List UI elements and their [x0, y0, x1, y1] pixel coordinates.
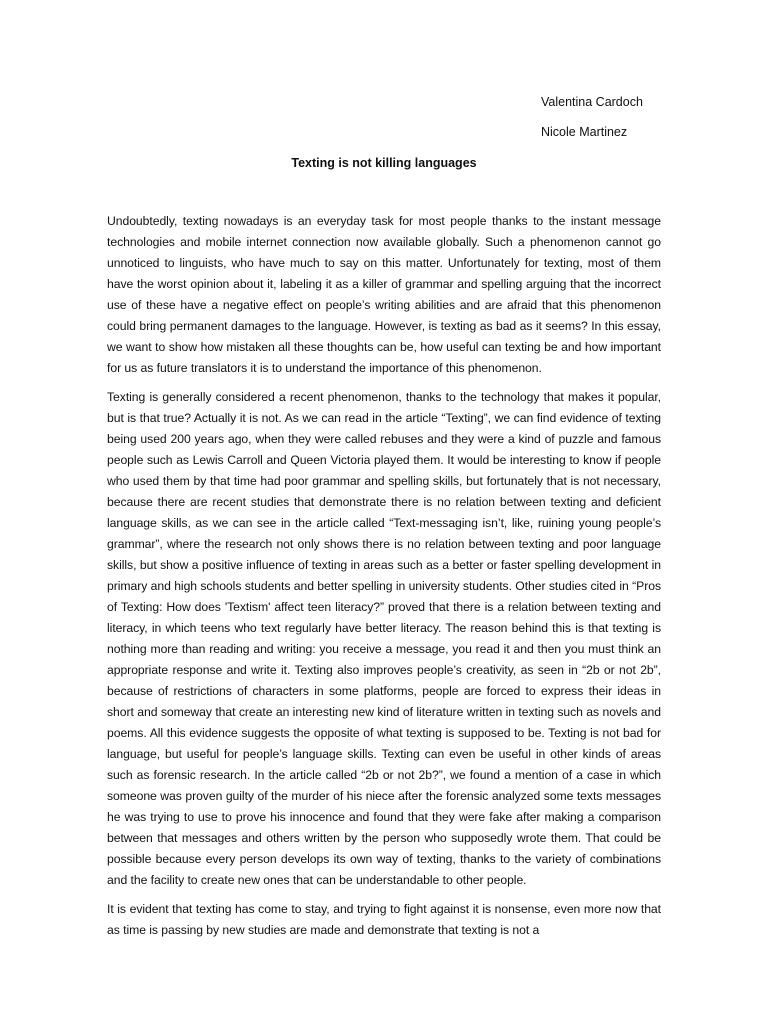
- essay-title: [0, 155, 768, 171]
- paragraph-history: Texting is generally considered a recent phenomenon, thanks to the technology that makes it popular, but is that true? Actually it is not. As we can read in the article “Texting”, we can find evidence of texting being used 200 years ago, when they were called rebuses and they were a kind of puzzle and famous people such as Lewis Carroll and Queen Victoria played them. It would be interesting to know if people who used them by that time had poor grammar and spelling skills, but fortunately that is not necessary, because there are recent studies that demonstrate there is no relation between texting and deficient language skills, as we can see in the article called “Text-messaging isn’t, like, ruining young people’s grammar”, where the research not only shows there is no relation between texting and poor language skills, but show a positive influence of texting in areas such as a better or faster spelling development in primary and high schools students and better spelling in university students. Other studies cited in “Pros of Texting: How does 'Textism' affect teen literacy?” proved that there is a relation between texting and literacy, in which teens who text regularly have better literacy. The reason behind this is that texting is nothing more than reading and writing: you receive a message, you read it and then you must think an appropriate response and write it. Texting also improves people’s creativity, as seen in “2b or not 2b”, because of restrictions of characters in some platforms, people are forced to express their ideas in short and someway that create an interesting new kind of literature written in texting such as novels and poems. All this evidence suggests the opposite of what texting is supposed to be. Texting is not bad for language, but useful for people’s language skills. Texting can even be useful in other kinds of areas such as forensic research. In the article called “2b or not 2b?”, we found a mention of a case in which someone was proven guilty of the murder of his niece after the forensic analyzed some texts messages he was trying to use to prove his innocence and found that they were fake after making a comparison between that messages and others written by the person who supposedly wrote them. That could be possible because every person develops its own way of texting, thanks to the variety of combinations and the facility to create new ones that can be understandable to other people.: [107, 390, 661, 887]
- paragraph-conclusion: It is evident that texting has come to stay, and trying to fight against it is nonsense, even more now that as time is passing by new studies are made and demonstrate that texting is not a: [107, 902, 661, 937]
- essay-body: [107, 211, 661, 949]
- essay-title-text: Texting is not killing languages: [291, 156, 477, 170]
- paragraph-intro: Undoubtedly, texting nowadays is an everyday task for most people thanks to the instant message technologies and mobile internet connection now available globally. Such a phenomenon cannot go unnoticed to linguists, who have much to say on this matter. Unfortunately for texting, most of them have the worst opinion about it, labeling it as a killer of grammar and spelling arguing that the incorrect use of these have a negative effect on people’s writing abilities and are afraid that this phenomenon could bring permanent damages to the language. However, is texting as bad as it seems? In this essay, we want to show how mistaken all these thoughts can be, how useful can texting be and how important for us as future translators it is to understand the importance of this phenomenon.: [107, 214, 661, 375]
- author-name-2: Nicole Martinez: [541, 125, 628, 139]
- author-name-1: Valentina Cardoch: [541, 95, 643, 109]
